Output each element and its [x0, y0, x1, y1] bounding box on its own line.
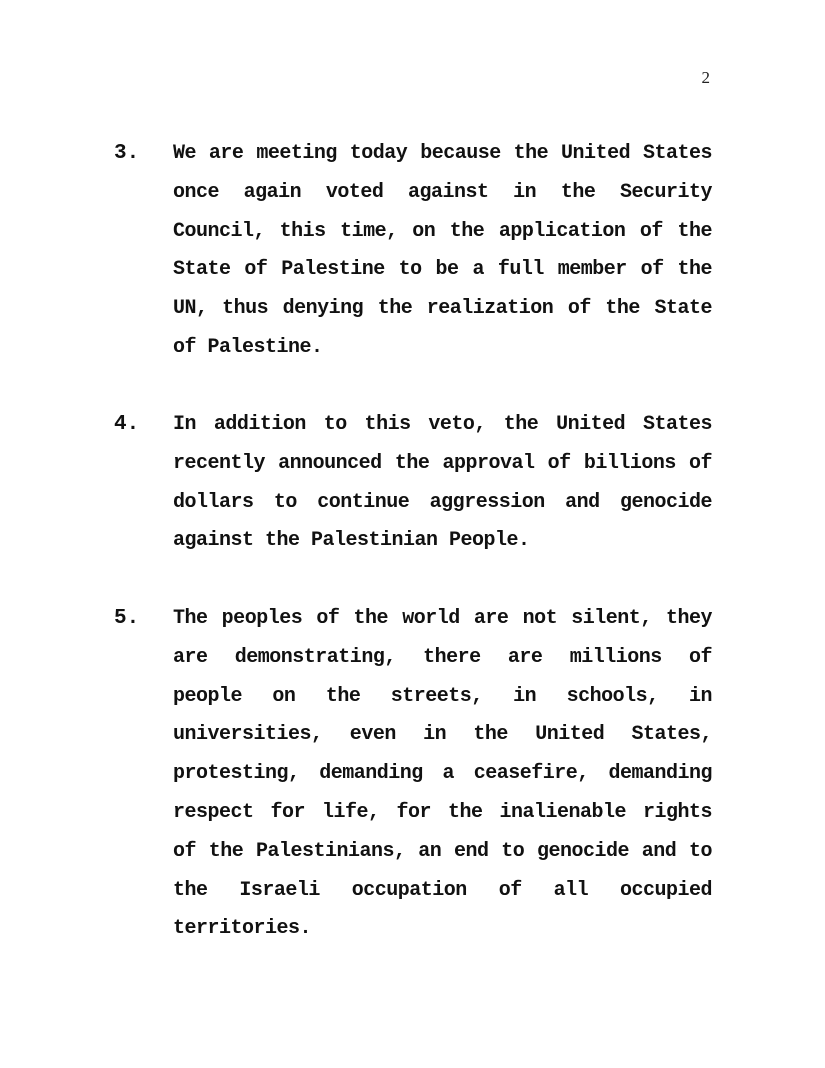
paragraph-number: 3. — [114, 142, 140, 165]
page-number: 2 — [701, 68, 710, 87]
paragraph-text: The peoples of the world are not silent, they are demonstrating, there are millions of people on the streets, in schools, in universities, even in the United States, protesting, demanding a ceasefire, demanding respect for life, for the inalienable rights of the Palestinians, an end to genocide and to the Israeli occupation of all occupied territories. — [173, 607, 712, 941]
paragraph-text: In addition to this veto, the United States recently announced the approval of billions of dollars to continue aggression and genocide against the Palestinian People. — [173, 413, 712, 553]
paragraph-text: We are meeting today because the United States once again voted against in the Security Council, this time, on the application of the State of Palestine to be a full member of the UN, thus denying the realization of the State of Palestine. — [173, 142, 712, 359]
paragraph-number: 5. — [114, 607, 140, 630]
paragraph-number: 4. — [114, 413, 140, 436]
